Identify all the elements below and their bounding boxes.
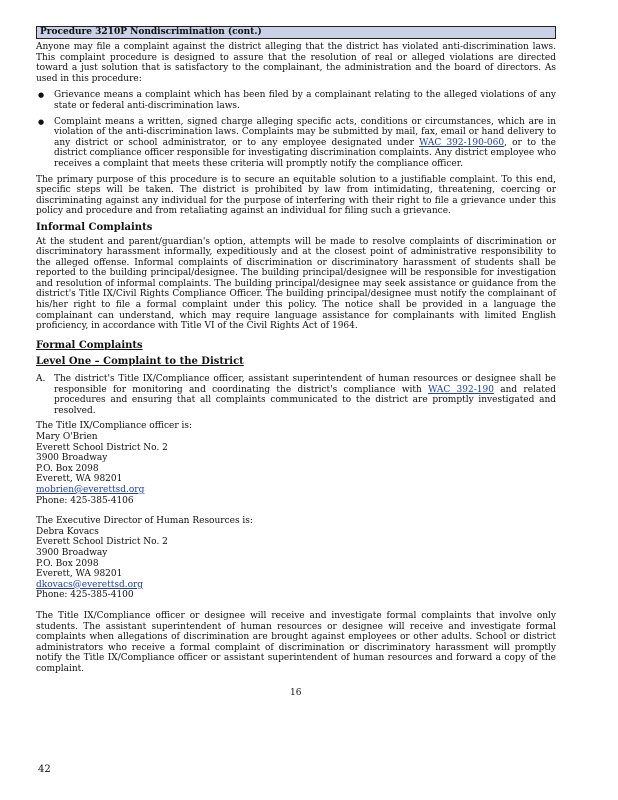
wac-060-link[interactable]: WAC 392-190-060 bbox=[419, 137, 505, 148]
intro-paragraph: Anyone may file a complaint against the district alleging that the district has violated anti-discrimination laws. This complaint procedure is designed to assure that the resolution of real or alleged violations are directed toward a just solution that is satisfactory to the complainant, the administration and the board of directors. As used in this procedure: bbox=[36, 42, 556, 84]
closing-paragraph: The Title IX/Compliance officer or designee will receive and investigate formal complaints that involve only students. The assistant superintendent of human resources or designee will receive and investigate formal complaints when allegations of discrimination are brought against employees or other adults. School or district administrators who receive a formal complaint of discrimination or discriminatory harassment will promptly notify the Title IX/Compliance officer or assistant superintendent of human resources and forward a copy of the complaint. bbox=[36, 610, 556, 674]
contact-org: Everett School District No. 2 bbox=[36, 442, 168, 453]
procedure-title: Nondiscrimination (cont.) bbox=[126, 27, 262, 37]
formal-heading: Formal Complaints bbox=[36, 339, 143, 351]
document-body bbox=[36, 26, 556, 680]
level-one-heading: Level One – Complaint to the District bbox=[36, 356, 244, 368]
definitions-list bbox=[36, 90, 556, 169]
wac-190-link[interactable]: WAC 392-190 bbox=[428, 384, 494, 395]
item-a-label: A. bbox=[36, 374, 46, 385]
item-a bbox=[36, 374, 556, 416]
item-a-text-start: The district's Title IX/Compliance officer, assistant superintendent of human resources or designee shall be responsible for monitoring and coordinating the district's compliance with bbox=[54, 374, 556, 395]
contact-compliance-officer bbox=[36, 421, 556, 506]
definition-complaint bbox=[54, 117, 556, 170]
contact-intro: The Executive Director of Human Resources is: bbox=[36, 516, 253, 527]
contact-pobox: P.O. Box 2098 bbox=[36, 463, 99, 474]
definition-grievance: ● Grievance means a complaint which has been filed by a complainant relating to the alleged violations of any state or federal anti-discrimination laws. bbox=[54, 90, 556, 111]
contact-email-link[interactable]: mobrien@everettsd.org bbox=[36, 484, 145, 495]
informal-heading: Informal Complaints bbox=[36, 221, 153, 233]
item-a-text-end: and related procedures and ensuring that all complaints communicated to the district are promptly investigated and resolved. bbox=[54, 384, 556, 416]
item-a-text bbox=[54, 374, 556, 416]
contact-email-link[interactable]: dkovacs@everettsd.org bbox=[36, 579, 144, 590]
procedure-number: Procedure 3210P bbox=[40, 27, 127, 37]
procedure-header bbox=[36, 26, 556, 39]
contact-city: Everett, WA 98201 bbox=[36, 474, 123, 485]
contact-hr-director bbox=[36, 516, 556, 601]
contact-pobox: P.O. Box 2098 bbox=[36, 558, 99, 569]
contact-name: Mary O'Brien bbox=[36, 432, 98, 442]
informal-paragraph: At the student and parent/guardian's option, attempts will be made to resolve complaints of discrimination or discriminatory harassment informally, expeditiously and at the closest point of administrative responsibility to the alleged offense. Informal complaints of discrimination or discriminatory harassment of students shall be reported to the building principal/designee. The building principal/designee will be responsible for investigation and resolution of informal complaints. The building principal/designee may seek assistance or guidance from the district's Title IX/Civil Rights Compliance Officer. The building principal/designee must notify the complainant of his/her right to file a formal complaint under this policy. The notice shall be provided in a language the complainant can understand, which may require language assistance for complainants with limited English proficiency, in accordance with Title VI of the Civil Rights Act of 1964. bbox=[36, 236, 556, 332]
definition-complaint-text: Complaint means a written, signed charge alleging specific acts, conditions or circumstances, which are in violation of the anti-discrimination laws. Complaints may be submitted by mail, fax, email or hand delivery to any district or school administrator, or to any employee designated under bbox=[54, 116, 556, 148]
procedure-page-number: 16 bbox=[290, 688, 302, 698]
purpose-paragraph: The primary purpose of this procedure is to secure an equitable solution to a justifiable complaint. To this end, specific steps will be taken. The district is prohibited by law from intimidating, threatening, coercing or discriminating against any individual for the purpose of interfering with their right to file a grievance under this policy and procedure and from retaliating against an individual for filing such a grievance. bbox=[36, 174, 556, 217]
contact-intro: The Title IX/Compliance officer is: bbox=[36, 421, 193, 432]
contact-phone: Phone: 425-385-4106 bbox=[36, 495, 134, 506]
contact-org: Everett School District No. 2 bbox=[36, 537, 168, 548]
contact-name: Debra Kovacs bbox=[36, 526, 99, 537]
contact-phone: Phone: 425-385-4100 bbox=[36, 590, 134, 601]
contact-city: Everett, WA 98201 bbox=[36, 569, 123, 580]
document-page-number: 42 bbox=[38, 764, 51, 775]
contact-street: 3900 Broadway bbox=[36, 453, 108, 464]
contact-street: 3900 Broadway bbox=[36, 547, 108, 558]
definition-complaint-text-end: , or to the district compliance officer responsible for investigating discrimination complaints. Any district employee who receives a complaint that meets these criteria will promptly notify the compliance officer. bbox=[54, 137, 556, 169]
